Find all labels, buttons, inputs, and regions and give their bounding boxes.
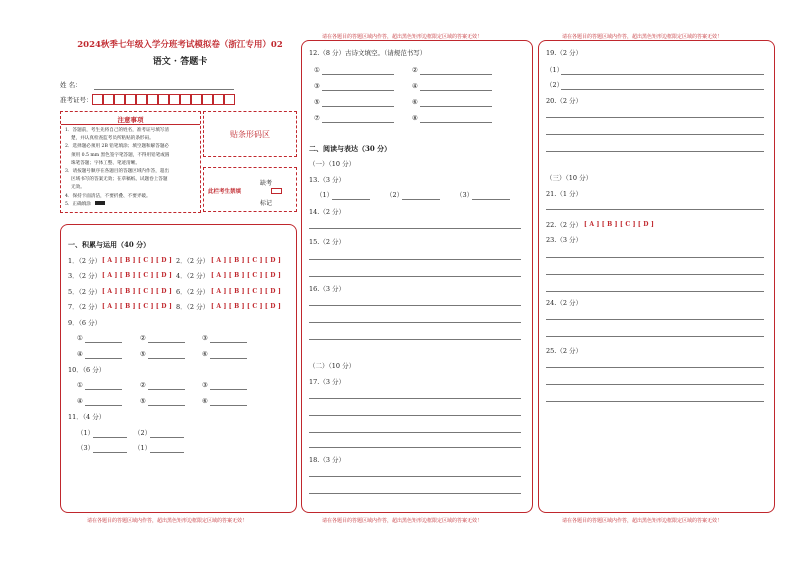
q23-answer-line[interactable] <box>546 257 764 258</box>
q7-label: 7．（2 分） <box>68 303 102 311</box>
q11-blank-label: （3） <box>77 444 95 452</box>
q17-answer-line[interactable] <box>309 447 521 448</box>
q7-options[interactable]: [ A ] [ B ] [ C ] [ D ] <box>102 303 172 310</box>
q19-answer-line[interactable] <box>561 89 764 90</box>
q11-blank[interactable] <box>150 452 184 453</box>
q12-blank-label: ① <box>314 66 320 74</box>
q11-blank[interactable] <box>93 437 127 438</box>
q9-blank[interactable] <box>210 342 247 343</box>
id-digit-box[interactable] <box>180 94 191 105</box>
exam-id-boxes[interactable] <box>92 94 242 105</box>
q19-answer-line[interactable] <box>561 74 764 75</box>
q21-label: 21.（1 分） <box>546 190 583 198</box>
q18-answer-line[interactable] <box>309 476 521 477</box>
q12-blank[interactable] <box>322 74 394 75</box>
q24-label: 24.（2 分） <box>546 299 583 307</box>
section1-title: 一、积累与运用（40 分） <box>68 240 151 249</box>
q12-label: 12.（8 分）古诗文填空。（请规范书写） <box>309 49 427 57</box>
name-label: 姓 名： <box>60 81 82 89</box>
q12-blank-label: ③ <box>314 82 320 90</box>
q12-blank-label: ⑥ <box>412 98 418 106</box>
q10-blank-label: ③ <box>202 381 208 389</box>
q10-blank[interactable] <box>85 405 122 406</box>
id-digit-box[interactable] <box>125 94 136 105</box>
q13-blank-label: （1） <box>316 191 334 199</box>
q10-blank[interactable] <box>148 389 185 390</box>
q11-blank-label: （1） <box>134 444 152 452</box>
notice-item: 4．保持卡面清洁，不要折叠、不要弄破。 <box>65 193 151 199</box>
q5-label: 5．（2 分） <box>68 288 102 296</box>
q18-label: 18.（3 分） <box>309 456 346 464</box>
barcode-box <box>203 111 297 157</box>
q10-blank-label: ② <box>140 381 146 389</box>
q17-answer-line[interactable] <box>309 415 521 416</box>
id-digit-box[interactable] <box>191 94 202 105</box>
q3-options[interactable]: [ A ] [ B ] [ C ] [ D ] <box>102 272 172 279</box>
notice-list <box>65 127 170 209</box>
id-digit-box[interactable] <box>114 94 125 105</box>
q12-blank[interactable] <box>420 122 492 123</box>
q25-answer-line[interactable] <box>546 384 764 385</box>
id-digit-box[interactable] <box>136 94 147 105</box>
q12-blank-label: ⑦ <box>314 114 320 122</box>
q15-answer-line[interactable] <box>309 259 521 260</box>
q20-answer-line[interactable] <box>546 151 764 152</box>
id-digit-box[interactable] <box>158 94 169 105</box>
id-digit-box[interactable] <box>213 94 224 105</box>
q6-options[interactable]: [ A ] [ B ] [ C ] [ D ] <box>211 288 281 295</box>
q12-blank[interactable] <box>322 106 394 107</box>
id-digit-box[interactable] <box>224 94 235 105</box>
filled-sample-mark <box>95 201 105 205</box>
q17-answer-line[interactable] <box>309 398 521 399</box>
q2-options[interactable]: [ A ] [ B ] [ C ] [ D ] <box>211 257 281 264</box>
q10-blank[interactable] <box>210 405 247 406</box>
notice-item: 须用 0.5 mm 黑色签字笔答题，不得用铅笔或圆 <box>71 152 170 158</box>
q9-blank-label: ⑤ <box>140 350 146 358</box>
right-top-warning: 请在各题目的答题区域内作答，超出黑色矩形边框限定区域的答案无效！ <box>562 34 723 40</box>
q2-label: 2．（2 分） <box>176 257 210 265</box>
absent-label: 缺考 <box>260 180 273 187</box>
q9-blank-label: ① <box>77 334 83 342</box>
notice-item: 3．请按题号顺序在各题目的答题区域内作答，超出 <box>65 169 169 175</box>
q14-label: 14.（2 分） <box>309 208 346 216</box>
right-panel <box>538 40 775 513</box>
q16-answer-line[interactable] <box>309 339 521 340</box>
q9-blank-label: ② <box>140 334 146 342</box>
middle-panel <box>301 40 533 513</box>
q20-answer-line[interactable] <box>546 134 764 135</box>
q22-options[interactable]: [ A ] [ B ] [ C ] [ D ] <box>584 221 654 228</box>
q13-label: 13.（3 分） <box>309 176 346 184</box>
q23-answer-line[interactable] <box>546 274 764 275</box>
q9-blank[interactable] <box>148 342 185 343</box>
q12-blank[interactable] <box>322 90 394 91</box>
q12-blank-label: ⑤ <box>314 98 320 106</box>
q8-label: 8．（2 分） <box>176 303 210 311</box>
q19-label: 19.（2 分） <box>546 49 583 57</box>
q11-blank-label: （1） <box>77 429 95 437</box>
q12-blank-label: ⑧ <box>412 114 418 122</box>
q22-label: 22.（2 分） <box>546 221 583 229</box>
right-bottom-warning: 请在各题目的答题区域内作答，超出黑色矩形边框限定区域的答案无效！ <box>562 518 723 524</box>
id-digit-box[interactable] <box>147 94 158 105</box>
q23-label: 23.（3 分） <box>546 236 583 244</box>
q17-answer-line[interactable] <box>309 432 521 433</box>
q18-answer-line[interactable] <box>309 493 521 494</box>
q9-label: 9．（6 分） <box>68 319 102 327</box>
q10-blank[interactable] <box>85 389 122 390</box>
page-subtitle: 语文 · 答题卡 <box>152 57 208 67</box>
q10-blank-label: ⑤ <box>140 397 146 405</box>
part1-label: （一）（10 分） <box>309 160 356 168</box>
page-title: 2024秋季七年级入学分班考试模拟卷（浙江专用）02 <box>77 40 283 50</box>
q16-answer-line[interactable] <box>309 305 521 306</box>
absent-box <box>203 167 297 212</box>
q12-blank[interactable] <box>420 106 492 107</box>
q25-answer-line[interactable] <box>546 367 764 368</box>
q11-blank[interactable] <box>93 452 127 453</box>
q6-label: 6．（2 分） <box>176 288 210 296</box>
notice-item: 5．正确填涂 <box>65 201 170 209</box>
q10-blank-label: ④ <box>77 397 83 405</box>
part3-label: （三）（10 分） <box>546 174 593 182</box>
q13-blank-label: （2） <box>386 191 404 199</box>
notice-item: 楚，并认真检查监考员所粘贴的条形码。 <box>71 136 154 142</box>
id-digit-box[interactable] <box>169 94 180 105</box>
q13-blank-label: （3） <box>456 191 474 199</box>
q24-answer-line[interactable] <box>546 336 764 337</box>
q25-label: 25.（2 分） <box>546 347 583 355</box>
q16-label: 16.（3 分） <box>309 285 346 293</box>
q1-options[interactable]: [ A ] [ B ] [ C ] [ D ] <box>102 257 172 264</box>
q13-blank[interactable] <box>472 199 510 200</box>
q9-blank-label: ③ <box>202 334 208 342</box>
notice-item: 珠笔答题；字体工整、笔迹清晰。 <box>71 160 140 166</box>
q9-blank-label: ④ <box>77 350 83 358</box>
q16-answer-line[interactable] <box>309 322 521 323</box>
notice-box <box>60 111 201 213</box>
q15-answer-line[interactable] <box>309 276 521 277</box>
q21-answer-line[interactable] <box>546 209 764 210</box>
notice-item: 无效。 <box>71 185 85 191</box>
notice-item: 1．答题前，考生先将自己的姓名，准考证号填写清 <box>65 128 169 133</box>
middle-top-warning: 请在各题目的答题区域内作答，超出黑色矩形边框限定区域的答案无效！ <box>322 34 483 40</box>
notice-title: 注意事项 <box>117 116 144 124</box>
part2-label: （二）（10 分） <box>309 362 356 370</box>
q13-blank[interactable] <box>332 199 370 200</box>
q5-options[interactable]: [ A ] [ B ] [ C ] [ D ] <box>102 288 172 295</box>
q8-options[interactable]: [ A ] [ B ] [ C ] [ D ] <box>211 303 281 310</box>
notice-item: 2．选择题必须用 2B 铅笔填涂；填空题和解答题必 <box>65 144 170 150</box>
q23-answer-line[interactable] <box>546 291 764 292</box>
q4-options[interactable]: [ A ] [ B ] [ C ] [ D ] <box>211 272 281 279</box>
q24-answer-line[interactable] <box>546 319 764 320</box>
q20-label: 20.（2 分） <box>546 97 583 105</box>
notice-item: 区域书写的答案无效；在草稿纸、试题卷上答题 <box>71 177 168 183</box>
q19-blank-label: （2） <box>546 81 564 89</box>
q20-answer-line[interactable] <box>546 117 764 118</box>
q9-blank[interactable] <box>148 358 185 359</box>
q4-label: 4．（2 分） <box>176 272 210 280</box>
q12-blank[interactable] <box>420 74 492 75</box>
q12-blank[interactable] <box>322 122 394 123</box>
id-digit-box[interactable] <box>92 94 103 105</box>
mark-label: 标记 <box>260 200 273 207</box>
q10-label: 10．（6 分） <box>68 366 106 374</box>
prohibit-label: 此栏考生禁填 <box>208 189 242 195</box>
q13-blank[interactable] <box>402 199 440 200</box>
q12-blank-label: ② <box>412 66 418 74</box>
section1-panel <box>60 224 297 513</box>
q9-blank[interactable] <box>85 358 122 359</box>
q9-blank[interactable] <box>210 358 247 359</box>
q17-label: 17.（3 分） <box>309 378 346 386</box>
q10-blank-label: ⑥ <box>202 397 208 405</box>
q11-label: 11．（4 分） <box>68 413 106 421</box>
q12-blank[interactable] <box>420 90 492 91</box>
q11-blank-label: （2） <box>134 429 152 437</box>
id-digit-box[interactable] <box>202 94 213 105</box>
q15-label: 15.（2 分） <box>309 238 346 246</box>
absent-checkbox[interactable] <box>271 188 282 194</box>
q10-blank[interactable] <box>210 389 247 390</box>
q1-label: 1．（2 分） <box>68 257 102 265</box>
middle-bottom-warning: 请在各题目的答题区域内作答，超出黑色矩形边框限定区域的答案无效！ <box>322 518 483 524</box>
q14-answer-line[interactable] <box>309 228 521 229</box>
exam-id-label: 准考证号： <box>60 96 93 104</box>
q9-blank[interactable] <box>85 342 122 343</box>
q9-blank-label: ⑥ <box>202 350 208 358</box>
id-digit-box[interactable] <box>103 94 114 105</box>
q19-blank-label: （1） <box>546 66 564 74</box>
section2-title: 二、阅读与表达（30 分） <box>309 144 392 153</box>
q10-blank-label: ① <box>77 381 83 389</box>
q11-blank[interactable] <box>150 437 184 438</box>
q10-blank[interactable] <box>148 405 185 406</box>
q3-label: 3．（2 分） <box>68 272 102 280</box>
q25-answer-line[interactable] <box>546 401 764 402</box>
q12-blank-label: ④ <box>412 82 418 90</box>
left-warning: 请在各题目的答题区域内作答，超出黑色矩形边框限定区域的答案无效！ <box>87 518 248 524</box>
name-input-line[interactable] <box>94 89 234 90</box>
barcode-label: 贴条形码区 <box>230 130 270 139</box>
